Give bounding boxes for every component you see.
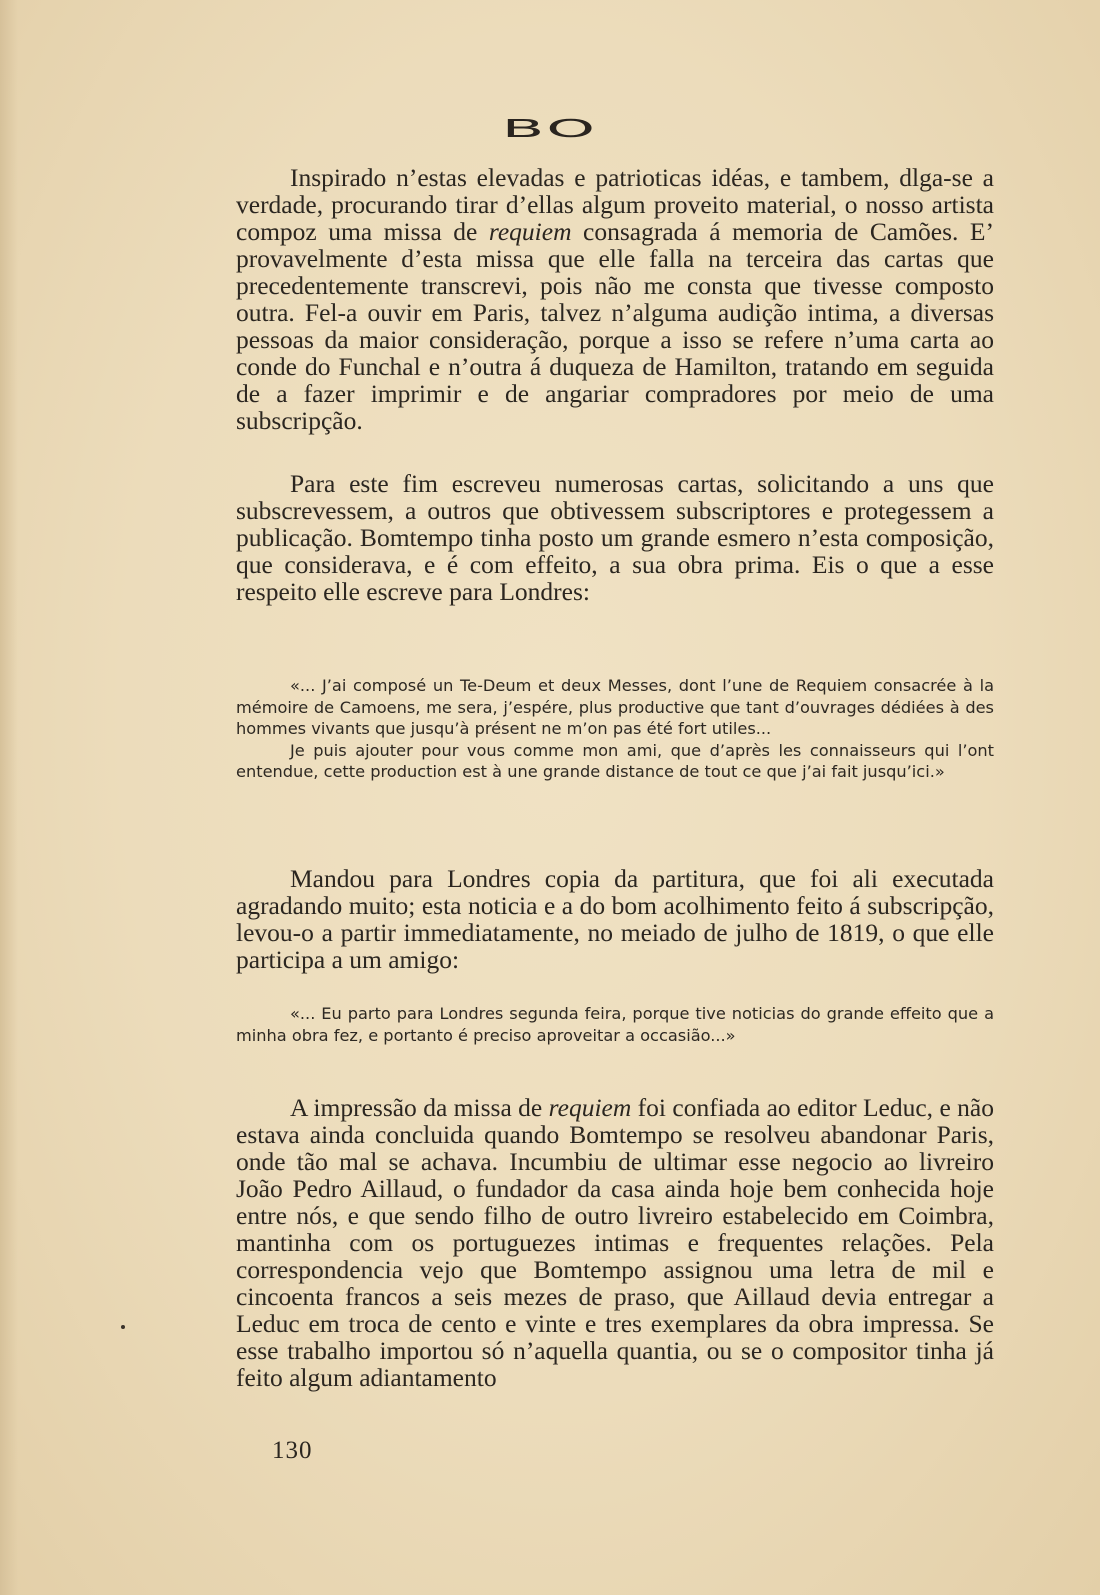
block-quote-1-part-2: Je puis ajouter pour vous comme mon ami, que d’après les connaisseurs qui l’ont entendue, cette production est à une grande distance de tout ce que j’ai fait jusqu’ici.»: [236, 740, 994, 781]
paragraph-4-text-before: A impressão da missa de: [290, 1093, 549, 1122]
block-quote-1-part-1: «... J’ai composé un Te-Deum et deux Messes, dont l’une de Requiem consacrée à la mémoire de Camoens, me sera, j’espére, plus productive que tant d’ouvrages dédiées à des hommes vivants que jusqu’à présent ne m’on pas été fort utiles...: [236, 676, 994, 738]
margin-ink-dot: [121, 1325, 125, 1329]
page-number: 130: [272, 1437, 313, 1464]
paragraph-1: [236, 164, 994, 434]
paragraph-4-italic: requiem: [548, 1093, 632, 1122]
paragraph-1-text-after: consagrada á memoria de Camões. E’ provavelmente d’esta missa que elle falla na terceira das cartas que precedentemente transcrevi, pois não me consta que tivesse composto outra. Fel-a ouvir em Paris, talvez n’alguma audição intima, a diversas pessoas da maior consideração, porque a isso se refere n’uma carta ao conde do Funchal e n’outra á duqueza de Hamilton, tratando em seguida de a fazer imprimir e de angariar compradores por meio de uma subscripção.: [236, 217, 994, 435]
paragraph-1-italic: requiem: [488, 217, 572, 246]
running-head: BO: [501, 114, 599, 144]
paragraph-4-text-after: foi confiada ao editor Leduc, e não estava ainda concluida quando Bomtempo se resolveu abandonar Paris, onde tão mal se achava. Incumbiu de ultimar esse negocio ao livreiro João Pedro Aillaud, o fundador da casa ainda hoje bem conhecida hoje entre nós, e que sendo filho de outro livreiro estabelecido em Coimbra, mantinha com os portuguezes intimas e frequentes relações. Pela correspondencia vejo que Bomtempo assignou uma letra de mil e cincoenta francos a seis mezes de praso, que Aillaud devia entregar a Leduc em troca de cento e vinte e tres exemplares da obra impressa. Se esse trabalho importou só n’aquella quantia, ou se o compositor tinha já feito algum adiantamento: [236, 1093, 994, 1392]
paragraph-2: Para este fim escreveu numerosas cartas, solicitando a uns que subscrevessem, a outros que obtivessem subscriptores e protegessem a publicação. Bomtempo tinha posto um grande esmero n’esta composição, que considerava, e é com effeito, a sua obra prima. Eis o que a esse respeito elle escreve para Londres:: [236, 469, 994, 606]
paragraph-3: Mandou para Londres copia da partitura, que foi ali executada agradando muito; esta noticia e a do bom acolhimento feito á subscripção, levou-o a partir immediatamente, no meiado de julho de 1819, o que elle participa a um amigo:: [236, 864, 994, 974]
block-quote-1: [236, 675, 994, 783]
block-quote-2-text: «... Eu parto para Londres segunda feira, porque tive noticias do grande effeito que a minha obra fez, e portanto é preciso aproveitar a occasião...»: [236, 1004, 994, 1045]
paragraph-1-text-before: Inspirado n’estas elevadas e patrioticas idéas, e tambem, dlga-se a verdade, procurando tirar d’ellas algum proveito material, o nosso artista compoz uma missa de: [236, 163, 994, 246]
block-quote-2: [236, 1003, 994, 1046]
paragraph-4: [236, 1094, 994, 1391]
page-edge-shadow: [0, 0, 18, 1595]
